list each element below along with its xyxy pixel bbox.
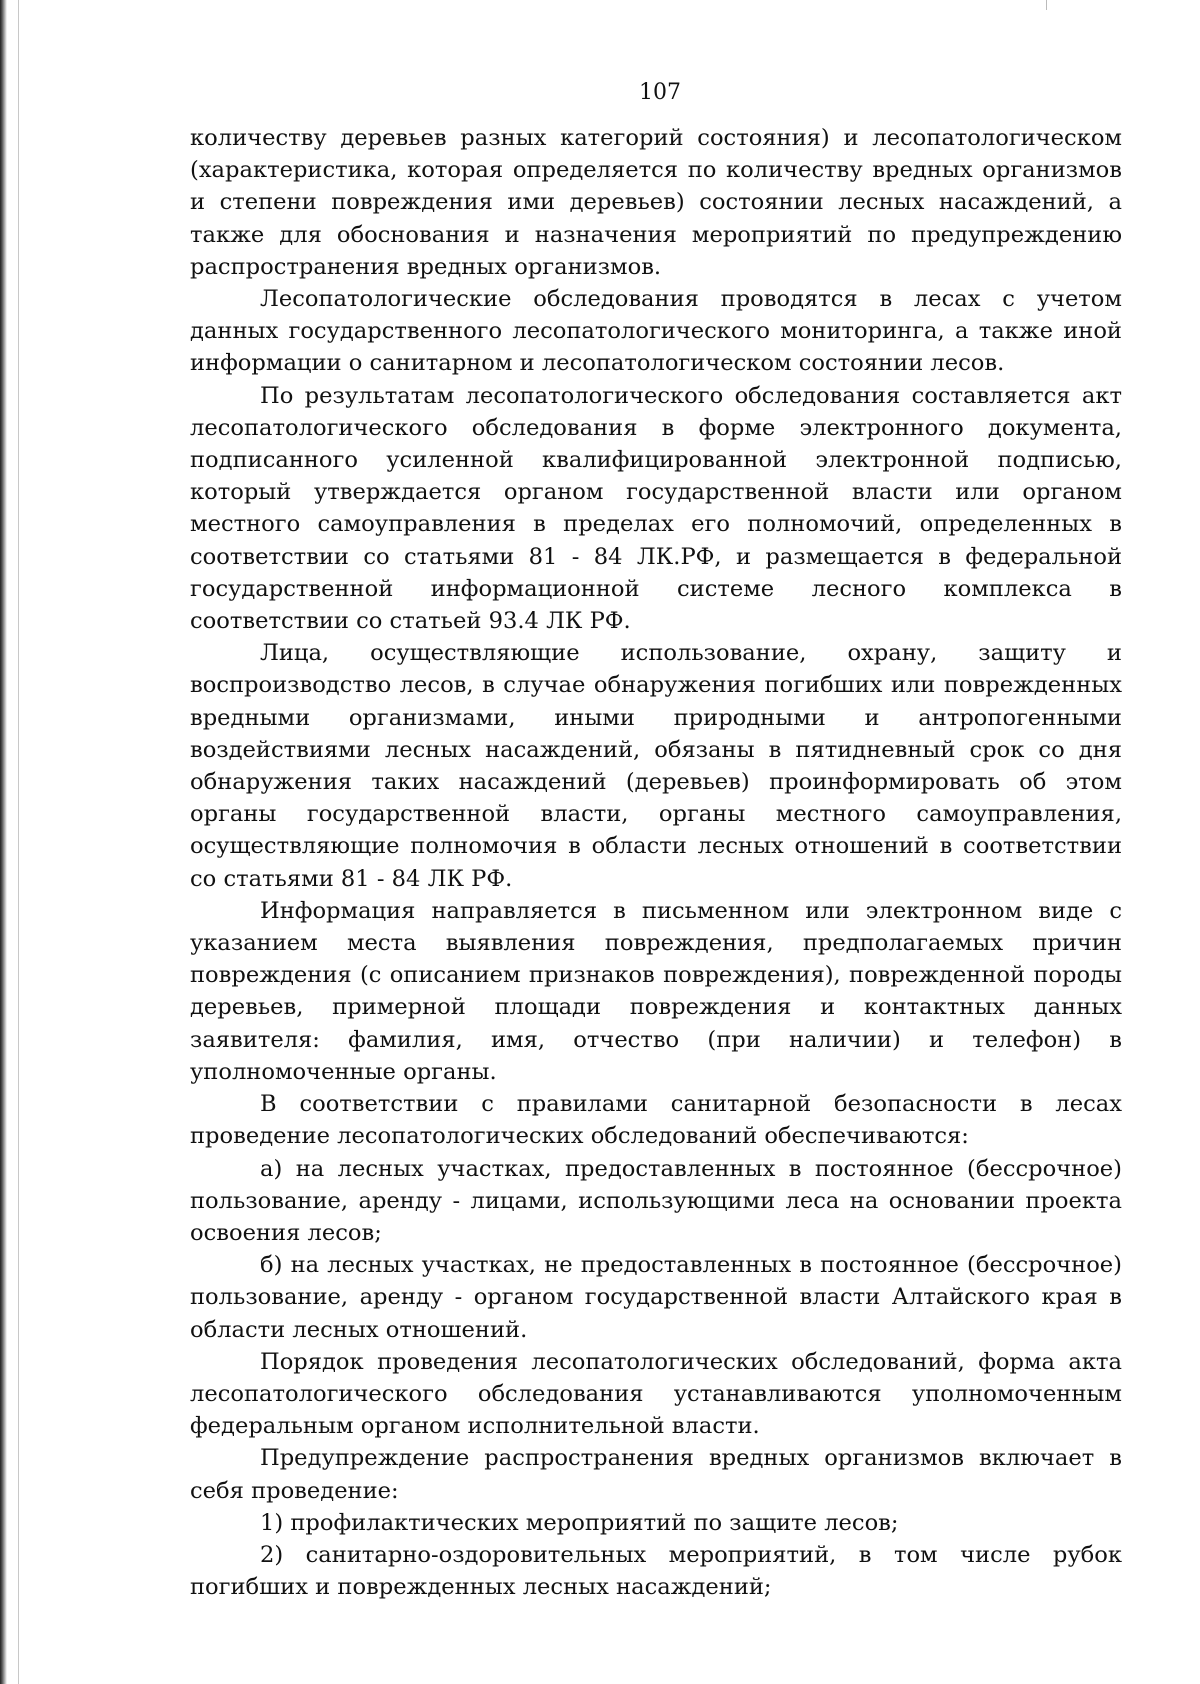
list-item-a: а) на лесных участках, предоставленных в постоянное (бессрочное) пользование, аренду - лицами, использующими леса на основании проекта освоения лесов; [190, 1155, 1122, 1246]
document-body [190, 122, 1122, 1603]
list-item-2: 2) санитарно-оздоровительных мероприятий, в том числе рубок погибших и поврежденных лесных насаждений; [190, 1541, 1122, 1601]
scan-speck [1046, 0, 1047, 10]
paragraph: В соответствии с правилами санитарной безопасности в лесах проведение лесопатологических обследований обеспечиваются: [190, 1091, 1122, 1150]
list-item-1: 1) профилактических мероприятий по защите лесов; [260, 1509, 899, 1536]
paragraph: Предупреждение распространения вредных организмов включает в себя проведение: [190, 1445, 1122, 1504]
page-number: 107 [639, 80, 681, 105]
scan-edge-shadow [0, 0, 7, 1684]
paragraph: Лесопатологические обследования проводятся в лесах с учетом данных государственного лесопатологического мониторинга, а также иной информации о санитарном и лесопатологическом состоянии лесов. [190, 286, 1122, 377]
paragraph: Порядок проведения лесопатологических обследований, форма акта лесопатологического обследования устанавливаются уполномоченным федеральным органом исполнительной власти. [190, 1348, 1122, 1440]
scan-edge-line [18, 0, 19, 1684]
paragraph-continuation: количеству деревьев разных категорий состояния) и лесопатологическом (характеристика, которая определяется по количеству вредных организмов и степени повреждения ими деревьев) состоянии лесных насаждений, а также для обоснования и назначения мероприятий по предупреждению распространения вредных организмов. [190, 125, 1122, 280]
paragraph: Лица, осуществляющие использование, охрану, защиту и воспроизводство лесов, в случае обнаружения погибших или поврежденных вредными организмами, иными природными и антропогенными воздействиями лесных насаждений, обязаны в пятидневный срок со дня обнаружения таких насаждений (деревьев) проинформировать об этом органы государственной власти, органы местного самоуправления, осуществляющие полномочия в области лесных отношений в соответствии со статьями 81 - 84 ЛК РФ. [190, 640, 1122, 892]
paragraph: По результатам лесопатологического обследования составляется акт лесопатологического обследования в форме электронного документа, подписанного усиленной квалифицированной электронной подписью, который утверждается органом государственной власти или органом местного самоуправления в пределах его полномочий, определенных в соответствии со статьями 81 - 84 ЛК.РФ, и размещается в федеральной государственной информационной системе лесного комплекса в соответствии со статьей 93.4 ЛК РФ. [190, 382, 1122, 635]
paragraph: Информация направляется в письменном или электронном виде с указанием места выявления повреждения, предполагаемых причин повреждения (с описанием признаков повреждения), поврежденной породы деревьев, примерной площади повреждения и контактных данных заявителя: фамилия, имя, отчество (при наличии) и телефон) в уполномоченные органы. [190, 897, 1122, 1085]
list-item-b: б) на лесных участках, не предоставленных в постоянное (бессрочное) пользование, аренду - органом государственной власти Алтайского края в области лесных отношений. [190, 1252, 1122, 1343]
